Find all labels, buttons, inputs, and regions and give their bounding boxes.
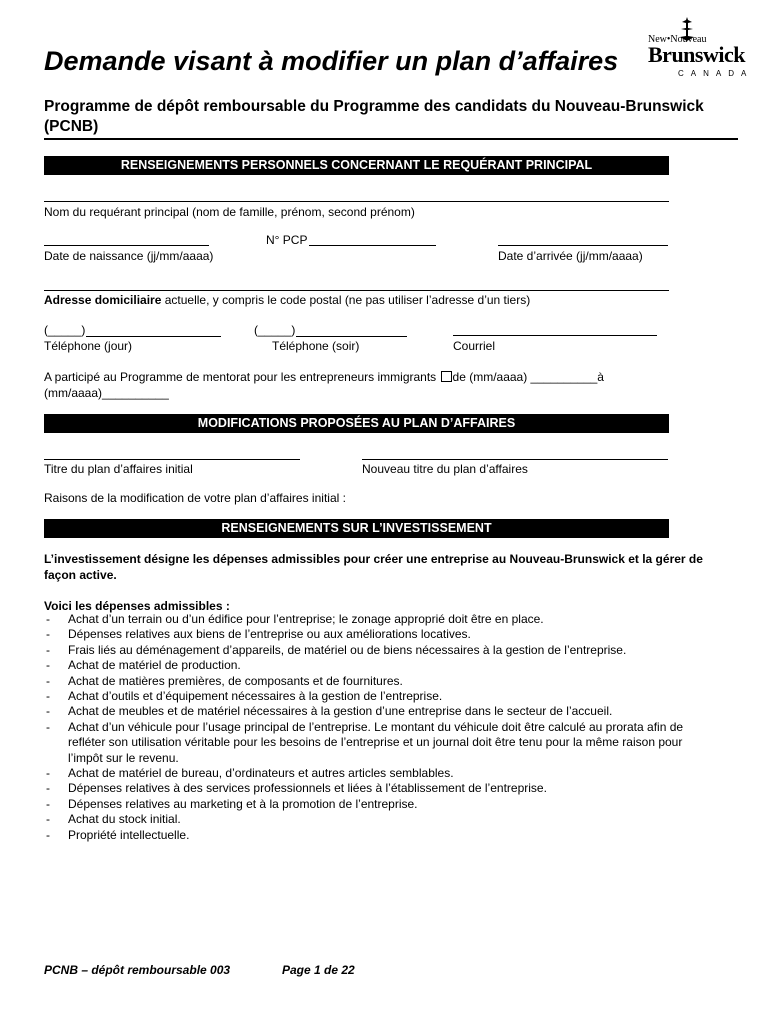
logo-small-text: New•Nouveau — [648, 34, 707, 45]
birth-date-field-line[interactable] — [44, 245, 209, 246]
list-item: - Dépenses relatives au marketing et à la promotion de l’entreprise. — [44, 797, 714, 812]
mentorat-checkbox[interactable] — [441, 371, 452, 382]
new-title-field-line[interactable] — [362, 459, 668, 460]
investment-intro: L’investissement désigne les dépenses admissibles pour créer une entreprise au Nouveau-Brunswick et la gérer de façon active. — [44, 552, 703, 582]
footer-form-code: PCNB – dépôt remboursable 003 — [44, 963, 231, 977]
list-item: - Propriété intellectuelle. — [44, 828, 714, 843]
initial-title-field-line[interactable] — [44, 459, 300, 460]
list-item: - Achat d’un terrain ou d’un édifice pour l’entreprise; le zonage approprié doit être en place. — [44, 612, 714, 627]
section-heading-personal-info: RENSEIGNEMENTS PERSONNELS CONCERNANT LE REQUÉRANT PRINCIPAL — [44, 156, 669, 175]
mentorat-to-text: (mm/aaaa)__________ — [44, 386, 169, 400]
address-label-rest: actuelle, y compris le code postal (ne pas utiliser l’adresse d’un tiers) — [161, 293, 531, 307]
name-field-label: Nom du requérant principal (nom de famille, prénom, second prénom) — [44, 205, 415, 219]
name-field-line[interactable] — [44, 201, 669, 202]
list-item: - Achat de meubles et de matériel nécessaires à la gestion d’une entreprise dans le secteur de l’accueil. — [44, 704, 714, 719]
footer-page-number: Page 1 de 22 — [282, 963, 355, 977]
phone-day-label: Téléphone (jour) — [44, 339, 133, 353]
list-item: - Frais liés au déménagement d’appareils, de matériel ou de biens nécessaires à la gestion de l’entreprise. — [44, 643, 714, 658]
mentorat-text: A participé au Programme de mentorat pour les entrepreneurs immigrants — [44, 370, 437, 384]
list-item: - Achat d’un véhicule pour l’usage principal de l’entreprise. Le montant du véhicule doit être calculé au prorata afin de refléter son utilisation véritable pour les besoins de l’entreprise et un journal doit être tenu pour la même raison pour l’impôt sur le revenu. — [44, 720, 714, 766]
email-label: Courriel — [453, 339, 496, 353]
eligible-expenses-heading: Voici les dépenses admissibles : — [44, 599, 230, 613]
list-item: - Achat d’outils et d’équipement nécessaires à la gestion de l’entreprise. — [44, 689, 714, 704]
mentorat-from-text: de (mm/aaaa) __________à — [452, 370, 604, 384]
logo-big-text: Brunswick — [648, 42, 745, 67]
header-divider — [44, 138, 738, 140]
initial-title-label: Titre du plan d’affaires initial — [44, 462, 193, 476]
logo-country-text: CANADA — [678, 69, 754, 78]
nb-logo — [648, 16, 754, 78]
section-heading-investment: RENSEIGNEMENTS SUR L’INVESTISSEMENT — [44, 519, 669, 538]
phone-evening-prefix: (_____) — [254, 323, 296, 337]
address-label-bold: Adresse domiciliaire — [44, 293, 162, 307]
address-label — [44, 293, 530, 307]
reasons-label: Raisons de la modification de votre plan d’affaires initial : — [44, 491, 346, 505]
new-title-label: Nouveau titre du plan d’affaires — [362, 462, 528, 476]
pcp-number-field-line[interactable] — [309, 245, 436, 246]
phone-day-prefix: (_____) — [44, 323, 86, 337]
eligible-expenses-list — [44, 612, 714, 843]
mentorat-statement — [44, 369, 684, 401]
section-heading-modifications: MODIFICATIONS PROPOSÉES AU PLAN D’AFFAIRES — [44, 414, 669, 433]
list-item: - Dépenses relatives à des services professionnels et liées à l’établissement de l’entreprise. — [44, 781, 714, 796]
list-item: - Dépenses relatives aux biens de l’entreprise ou aux améliorations locatives. — [44, 627, 714, 642]
list-item: - Achat de matériel de production. — [44, 658, 714, 673]
arrival-date-field-line[interactable] — [498, 245, 668, 246]
phone-evening-field-line[interactable] — [296, 336, 407, 337]
list-item: - Achat de matériel de bureau, d’ordinateurs et autres articles semblables. — [44, 766, 714, 781]
email-field-line[interactable] — [453, 335, 657, 336]
birth-date-label: Date de naissance (jj/mm/aaaa) — [44, 249, 214, 263]
address-field-line[interactable] — [44, 290, 669, 291]
phone-evening-label: Téléphone (soir) — [272, 339, 360, 353]
pcp-number-label: N° PCP — [266, 233, 308, 247]
list-item: - Achat de matières premières, de composants et de fournitures. — [44, 674, 714, 689]
document-title: Demande visant à modifier un plan d’affaires — [44, 46, 619, 76]
arrival-date-label: Date d’arrivée (jj/mm/aaaa) — [498, 249, 643, 263]
document-subtitle: Programme de dépôt remboursable du Programme des candidats du Nouveau-Brunswick (PCNB) — [44, 98, 704, 135]
phone-day-field-line[interactable] — [86, 336, 221, 337]
list-item: - Achat du stock initial. — [44, 812, 714, 827]
